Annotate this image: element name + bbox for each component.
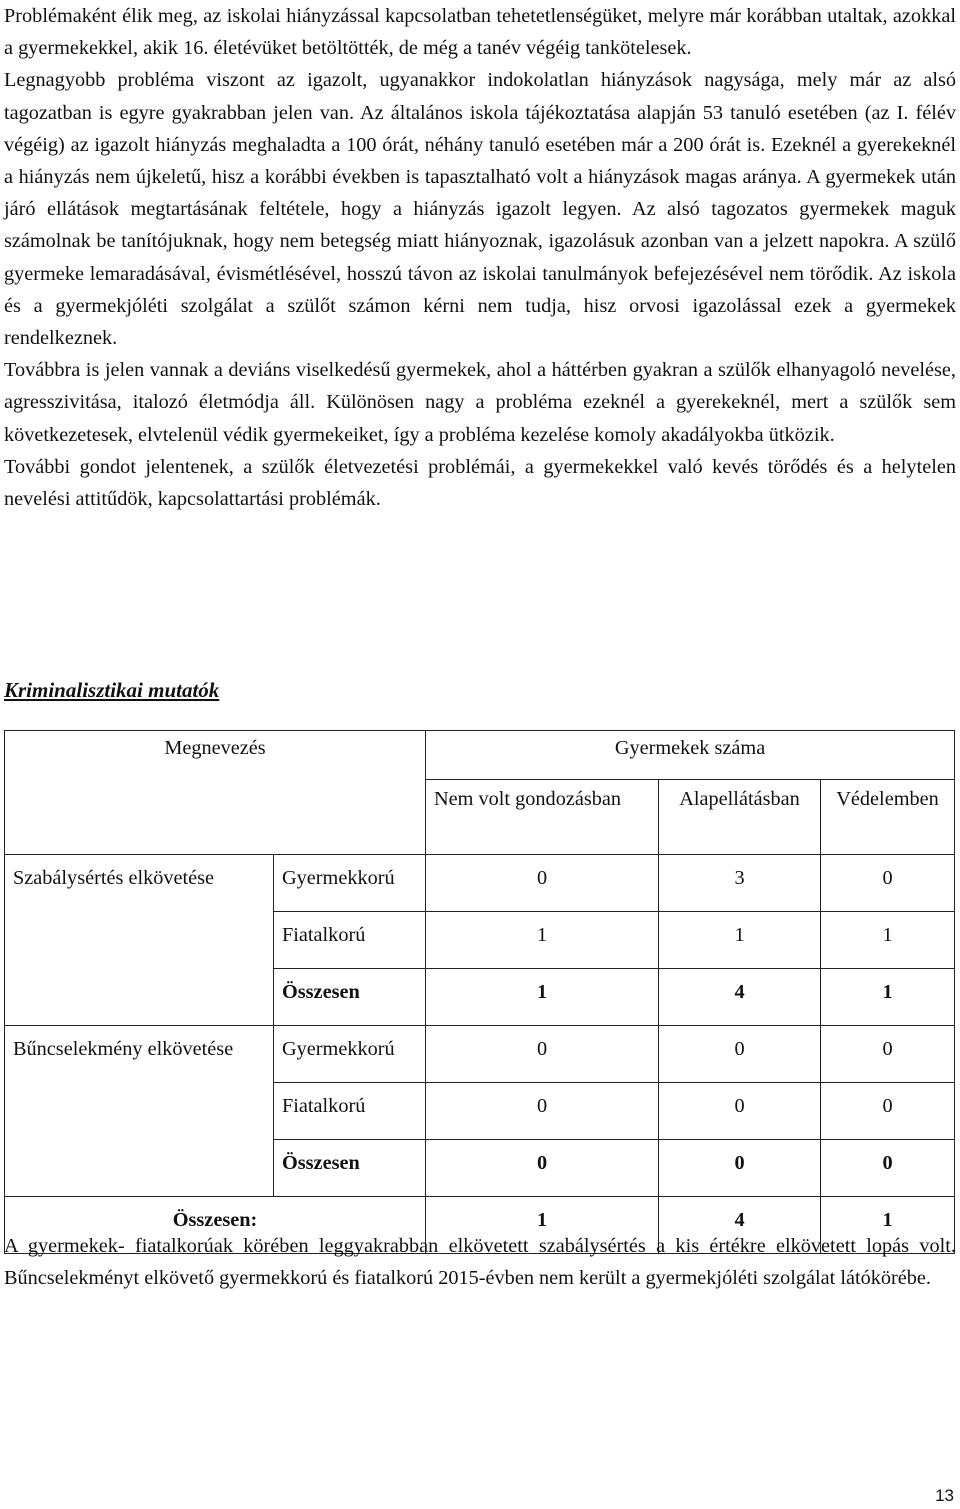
value-cell: 1 [426,1197,659,1254]
header-children-cell: Gyermekek száma [426,731,955,780]
value-cell: 3 [659,855,821,912]
value-cell: 0 [659,1083,821,1140]
paragraph: Továbbra is jelen vannak a deviáns viselkedésű gyermekek, ahol a háttérben gyakran a szülők elhanyagoló nevelése, agresszivitása, italozó életmódja áll. Különösen nagy a probléma ezeknél a gyerekeknél, mert a szülők sem következetesek, elvtelenül védik gyermekeiket, így a probléma kezelése komoly akadályokba ütközik. [4,359,956,446]
value-cell: 0 [821,1026,955,1083]
body-text [4,0,956,515]
value-cell: 1 [426,969,659,1026]
row-label-cell: Gyermekkorú [274,1026,426,1083]
value-cell: 0 [426,1140,659,1197]
table-header-row [5,731,955,780]
row-label-cell: Fiatalkorú [274,912,426,969]
value-cell: 4 [659,1197,821,1254]
subheader-cell: Alapellátásban [659,780,821,855]
subheader-cell: Védelemben [821,780,955,855]
row-label-cell: Fiatalkorú [274,1083,426,1140]
table-row [5,855,955,912]
group-label-cell: Szabálysértés elkövetése [5,855,274,1026]
group-label-cell: Bűncselekmény elkövetése [5,1026,274,1197]
value-cell: 0 [659,1026,821,1083]
header-name-cell: Megnevezés [5,731,426,855]
row-label-cell: Összesen [274,1140,426,1197]
value-cell: 0 [659,1140,821,1197]
page-number: 13 [935,1486,954,1505]
paragraph: Problémaként élik meg, az iskolai hiányzással kapcsolatban tehetetlenségüket, melyre már korábban utaltak, azokkal a gyermekekkel, akik 16. életévüket betöltötték, de még a tanév végéig tankötelesek. [4,5,956,60]
paragraph: További gondot jelentenek, a szülők életvezetési problémái, a gyermekekkel való kevés törődés és a helytelen nevelési attitűdök, kapcsolattartási problémák. [4,455,956,511]
closing-paragraph: A gyermekek- fiatalkorúak körében leggyakrabban elkövetett szabálysértés a kis értékre elkövetett lopás volt. Bűncselekményt elkövető gyermekkorú és fiatalkorú 2015-évben nem került a gyermekjóléti szolgálat látókörébe. [4,1235,956,1290]
value-cell: 1 [659,912,821,969]
value-cell: 0 [821,1083,955,1140]
value-cell: 0 [426,1083,659,1140]
value-cell: 1 [821,1197,955,1254]
value-cell: 0 [821,855,955,912]
value-cell: 0 [426,1026,659,1083]
value-cell: 4 [659,969,821,1026]
value-cell: 1 [821,969,955,1026]
value-cell: 1 [426,912,659,969]
value-cell: 0 [821,1140,955,1197]
crime-statistics-table [4,730,955,1254]
paragraph: Legnagyobb probléma viszont az igazolt, ugyanakkor indokolatlan hiányzások nagysága, mely már az alsó tagozatban is egyre gyakrabban jelen van. Az általános iskola tájékoztatása alapján 53 tanuló esetében (az I. félév végéig) az igazolt hiányzás meghaladta a 100 órát, néhány tanuló esetében már a 200 órát is. Ezeknél a gyerekeknél a hiányzás nem újkeletű, hisz a korábbi években is tapasztalható volt a hiányzások magas aránya. A gyermekek után járó ellátások megtartásának feltétele, hogy a hiányzás igazolt legyen. Az alsó tagozatos gyermekek maguk számolnak be tanítójuknak, hogy nem betegség miatt hiányoznak, igazolásuk azonban van a jelzett napokra. A szülő gyermeke lemaradásával, évismétlésével, hosszú távon az iskolai tanulmányok befejezésével nem törődik. Az iskola és a gyermekjóléti szolgálat a szülőt számon kérni nem tudja, hisz orvosi igazolással ezek a gyermekek rendelkeznek. [4,69,956,350]
table-row [5,1026,955,1083]
value-cell: 1 [821,912,955,969]
value-cell: 0 [426,855,659,912]
section-title: Kriminalisztikai mutatók [4,678,220,702]
row-label-cell: Gyermekkorú [274,855,426,912]
row-label-cell: Összesen [274,969,426,1026]
subheader-cell: Nem volt gondozásban [426,780,659,855]
total-label-cell: Összesen: [5,1197,426,1254]
